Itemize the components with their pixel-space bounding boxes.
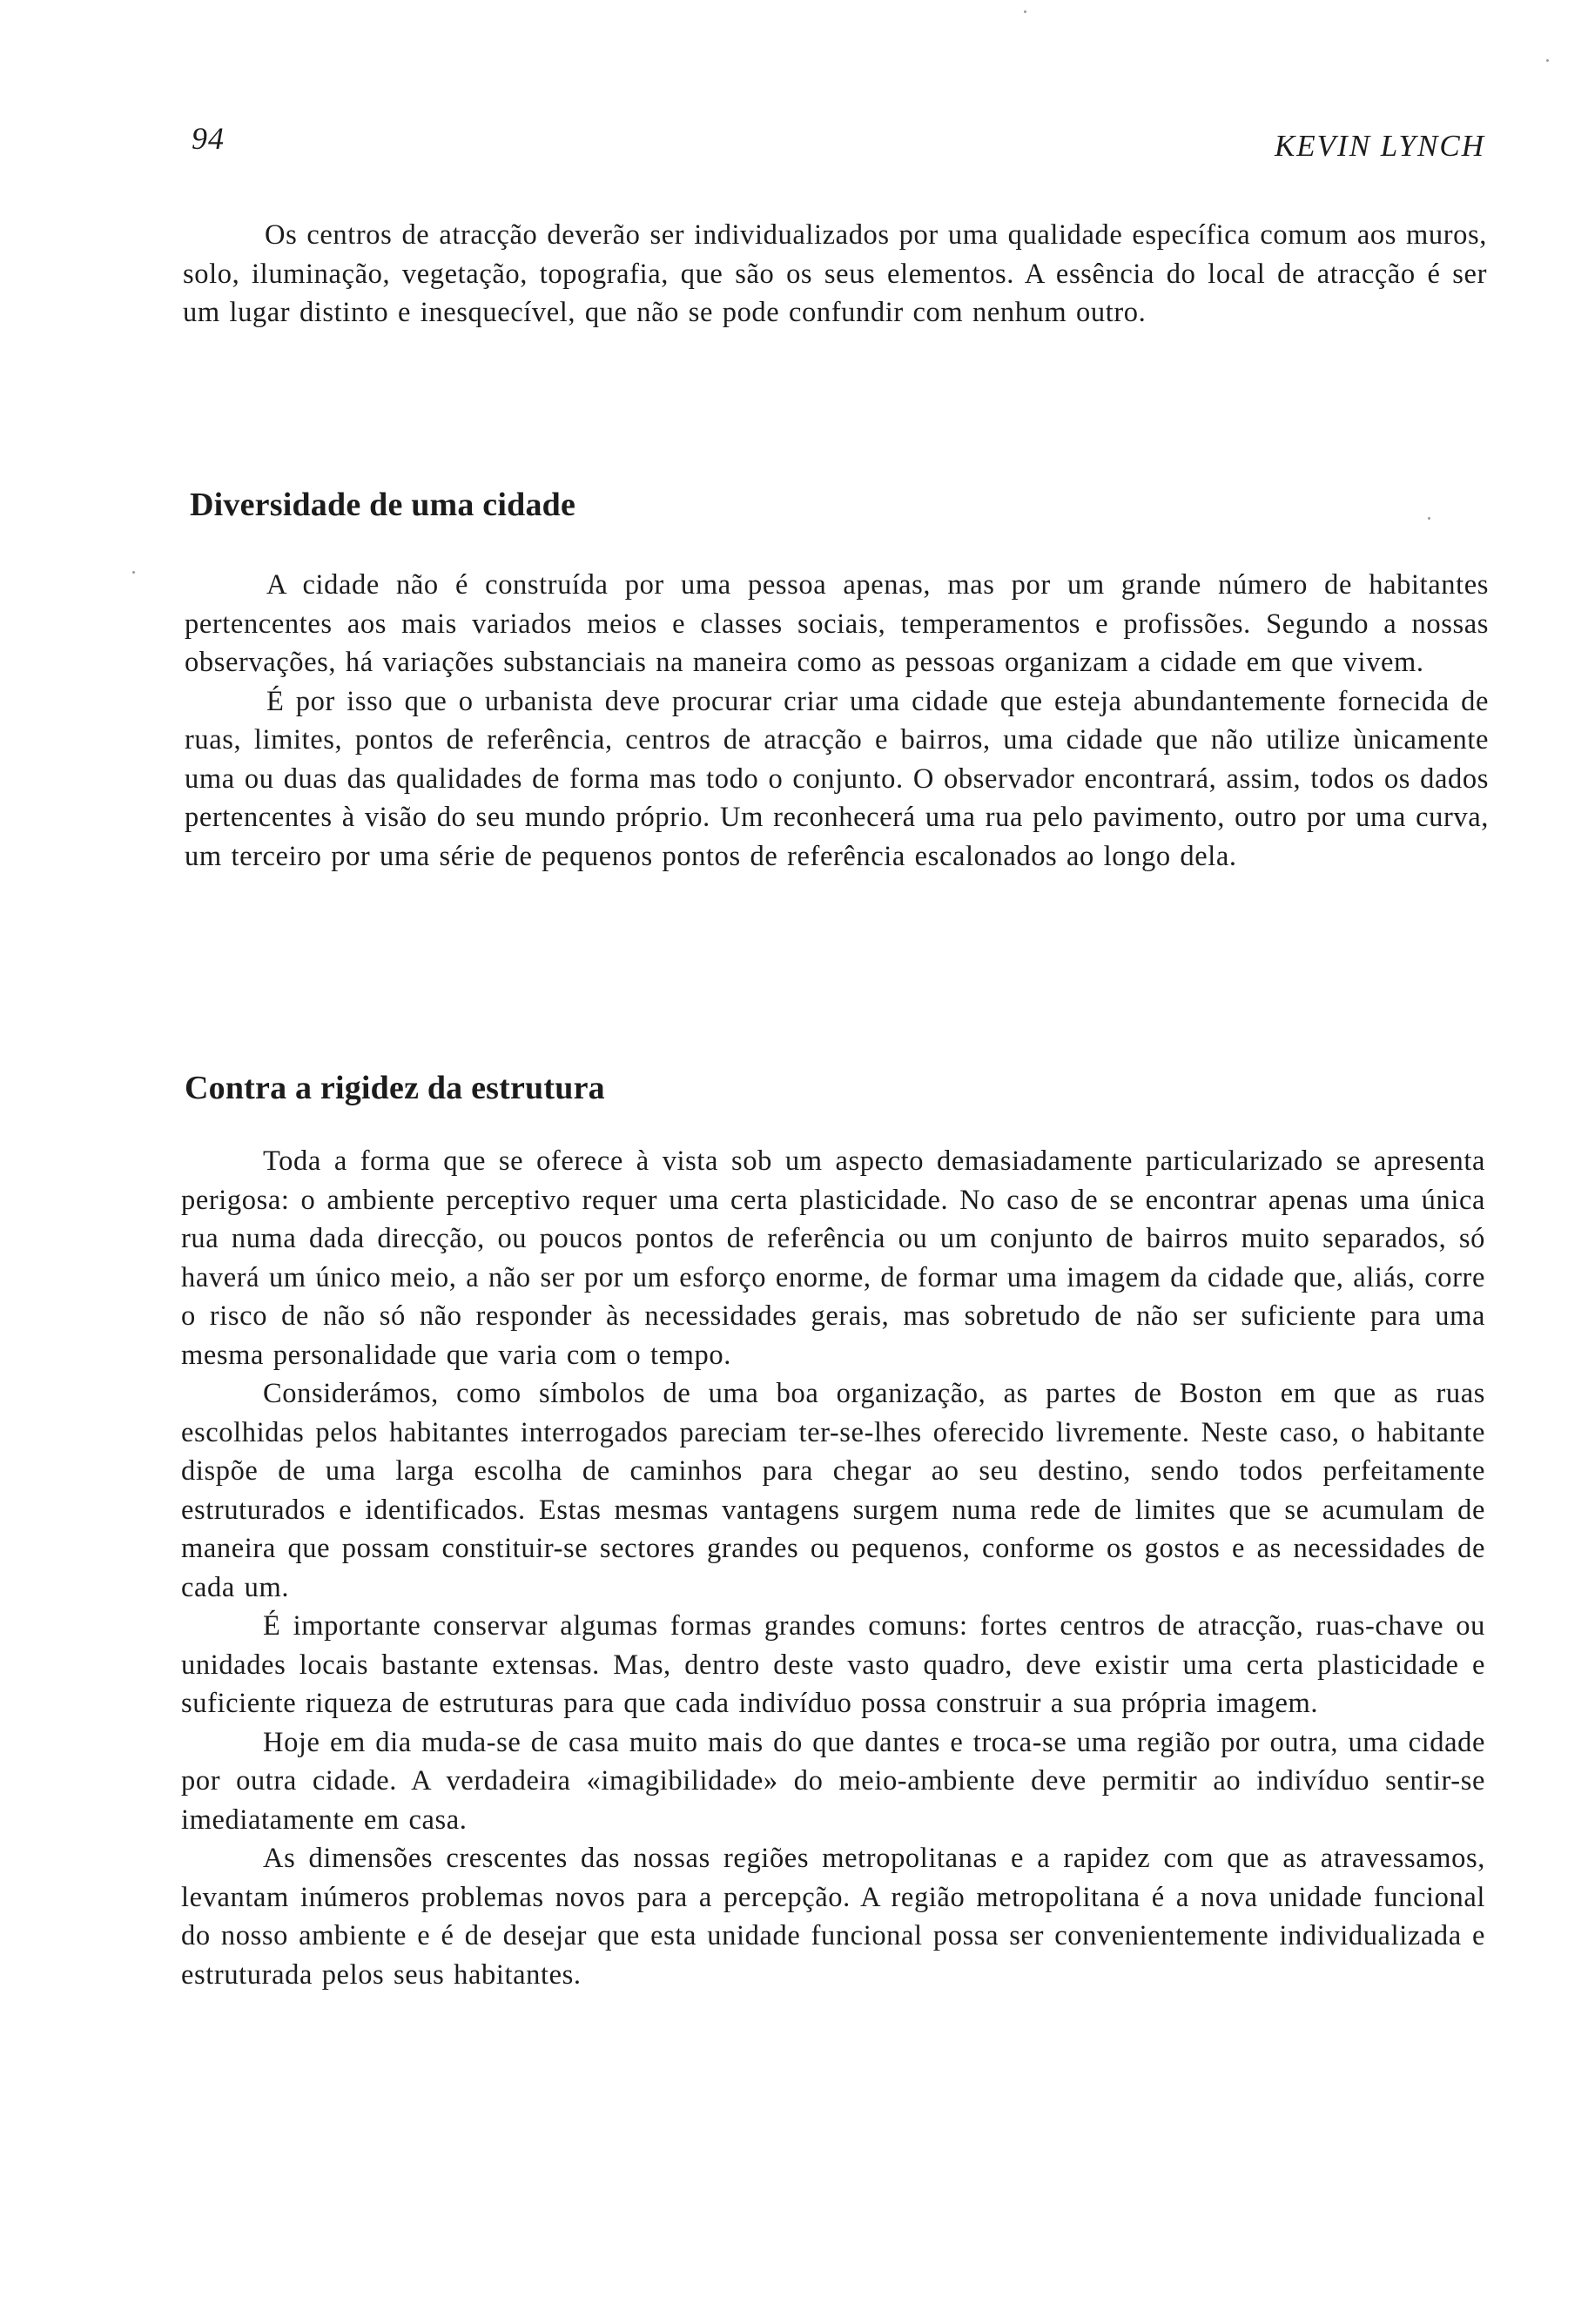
paper-speck: [1024, 10, 1026, 13]
paragraph: Os centros de atracção deverão ser individualizados por uma qualidade específica comum aos muros, solo, iluminação, vegetação, topografia, que são os seus elementos. A essência do local de atracção é ser um lugar distinto e inesquecível, que não se pode confundir com nenhum outro.: [183, 219, 1487, 328]
paragraph: É por isso que o urbanista deve procurar criar uma cidade que esteja abundantemente fornecida de ruas, limites, pontos de referência, centros de atracção e bairros, uma cidade que não utilize ùnicamente uma ou duas das qualidades de forma mas todo o conjunto. O observador encontrará, assim, todos os dados pertencentes à visão do seu mundo próprio. Um reconhecerá uma rua pelo pavimento, outro por uma curva, um terceiro por uma série de pequenos pontos de referência escalonados ao longo dela.: [185, 685, 1489, 872]
page-number: 94: [192, 121, 225, 156]
paragraph: É importante conservar algumas formas grandes comuns: fortes centros de atracção, ruas-chave ou unidades locais bastante extensas. Mas, dentro deste vasto quadro, deve existir uma certa plasticidade e suficiente riqueza de estruturas para que cada indivíduo possa construir a sua própria imagem.: [181, 1610, 1485, 1719]
intro-block: [183, 216, 1487, 332]
paragraph: Hoje em dia muda-se de casa muito mais do que dantes e troca-se uma região por outra, uma cidade por outra cidade. A verdadeira «imagibilidade» do meio-ambiente deve permitir ao indivíduo sentir-se imediatamente em casa.: [181, 1726, 1485, 1836]
paper-speck: [1428, 517, 1430, 520]
paragraph: Toda a forma que se oferece à vista sob um aspecto demasiadamente particularizado se apresenta perigosa: o ambiente perceptivo requer uma certa plasticidade. No caso de se encontrar apenas uma única rua numa dada direcção, ou poucos pontos de referência ou um conjunto de bairros muito separados, só haverá um único meio, a não ser por um esforço enorme, de formar uma imagem da cidade que, aliás, corre o risco de não só não responder às necessidades gerais, mas sobretudo de não ser suficiente para uma mesma personalidade que varia com o tempo.: [181, 1145, 1485, 1371]
paragraph: As dimensões crescentes das nossas regiões metropolitanas e a rapidez com que as atravessamos, levantam inúmeros problemas novos para a percepção. A região metropolitana é a nova unidade funcional do nosso ambiente e é de desejar que esta unidade funcional possa ser convenientemente individualizada e estruturada pelos seus habitantes.: [181, 1843, 1485, 1991]
running-head-author: KEVIN LYNCH: [1274, 129, 1485, 163]
section-body-diversidade: [185, 566, 1489, 876]
section-heading-contra: Contra a rigidez da estrutura: [185, 1070, 605, 1106]
paper-speck: [132, 571, 135, 574]
paragraph: A cidade não é construída por uma pessoa apenas, mas por um grande número de habitantes pertencentes aos mais variados meios e classes sociais, temperamentos e profissões. Segundo a nossas observações, há variações substanciais na maneira como as pessoas organizam a cidade em que vivem.: [185, 569, 1489, 678]
paper-speck: [1546, 59, 1549, 62]
paragraph: Considerámos, como símbolos de uma boa organização, as partes de Boston em que as ruas escolhidas pelos habitantes interrogados pareciam ter-se-lhes oferecido livremente. Neste caso, o habitante dispõe de uma larga escolha de caminhos para chegar ao seu destino, sendo todos perfeitamente estruturados e identificados. Estas mesmas vantagens surgem numa rede de limites que se acumulam de maneira que possam constituir-se sectores grandes ou pequenos, conforme os gostos e as necessidades de cada um.: [181, 1378, 1485, 1603]
section-heading-diversidade: Diversidade de uma cidade: [190, 487, 576, 523]
section-body-contra: [181, 1142, 1485, 1994]
